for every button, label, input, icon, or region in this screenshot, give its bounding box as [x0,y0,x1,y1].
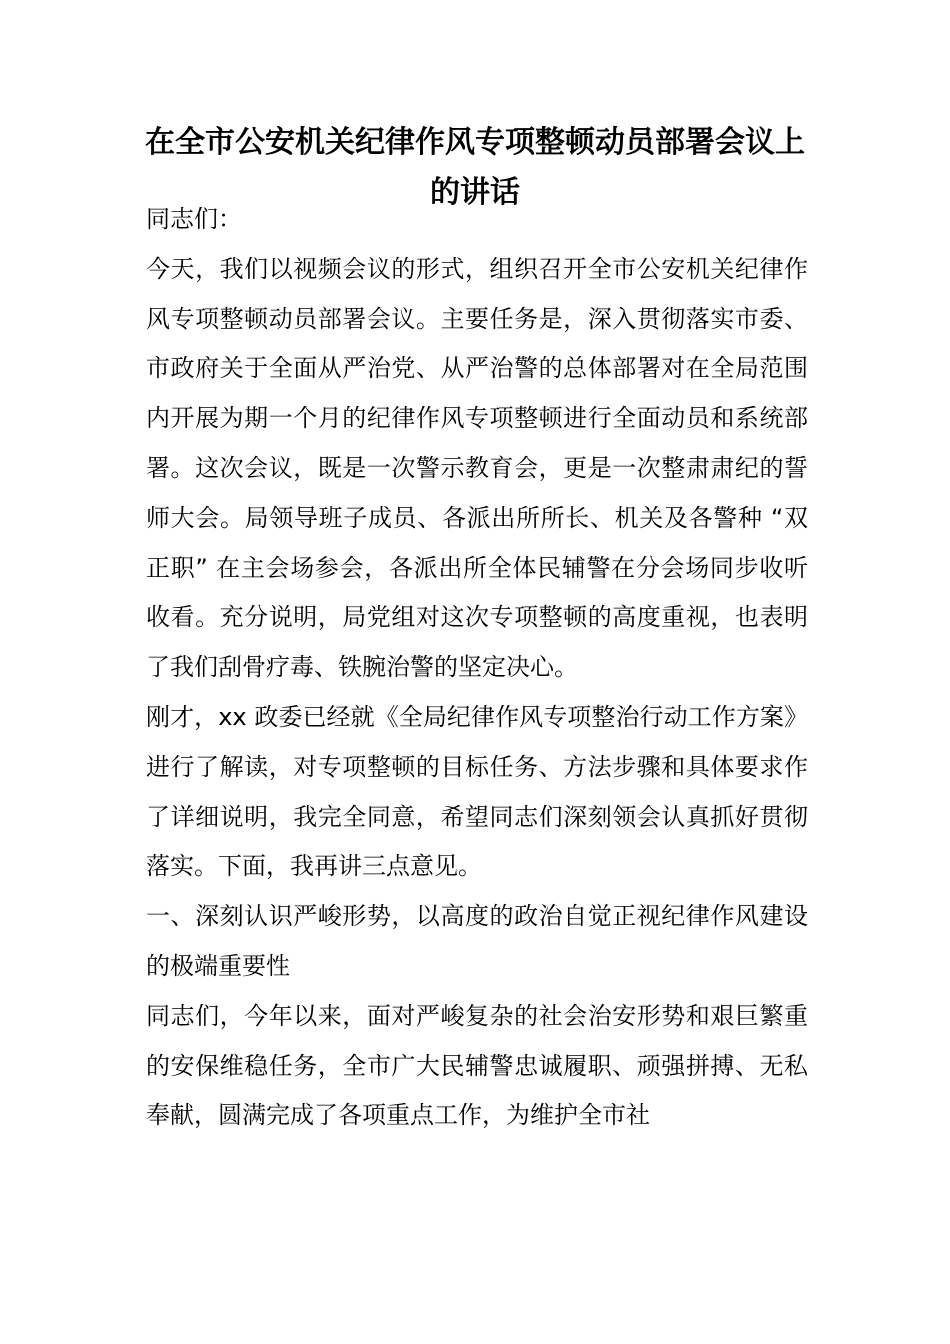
section-heading-1: 一、深刻认识严峻形势，以高度的政治自觉正视纪律作风建设的极端重要性 [146,902,808,980]
document-title: 在全市公安机关纪律作风专项整顿动员部署会议上的讲话 [145,125,805,210]
opening-paragraph: 今天，我们以视频会议的形式，组织召开全市公安机关纪律作风专项整顿动员部署会议。主要任务是，深入贯彻落实市委、市政府关于全面从严治党、从严治警的总体部署对在全局范围内开展为期一个月的纪律作风专项整顿进行全面动员和系统部署。这次会议，既是一次警示教育会，更是一次整肃肃纪的誓师大会。局领导班子成员、各派出所所长、机关及各警种 “双正职” 在主会场参会，各派出所全体民辅警在分会场同步收听收看。充分说明，局党组对这次专项整顿的高度重视，也表明了我们刮骨疗毒、铁腕治警的坚定决心。 [146,254,808,682]
document-body [146,195,808,1141]
salutation-paragraph: 同志们： [146,205,242,233]
reference-paragraph: 刚才，xx 政委已经就《全局纪律作风专项整治行动工作方案》进行了解读，对专项整顿的目标任务、方法步骤和具体要求作了详细说明，我完全同意，希望同志们深刻领会认真抓好贯彻落实。下面，我再讲三点意见。 [146,702,808,881]
section-1-paragraph: 同志们，今年以来，面对严峻复杂的社会治安形势和艰巨繁重的安保维稳任务，全市广大民辅警忠诚履职、顽强拼搏、无私奉献，圆满完成了各项重点工作，为维护全市社 [146,1001,808,1130]
